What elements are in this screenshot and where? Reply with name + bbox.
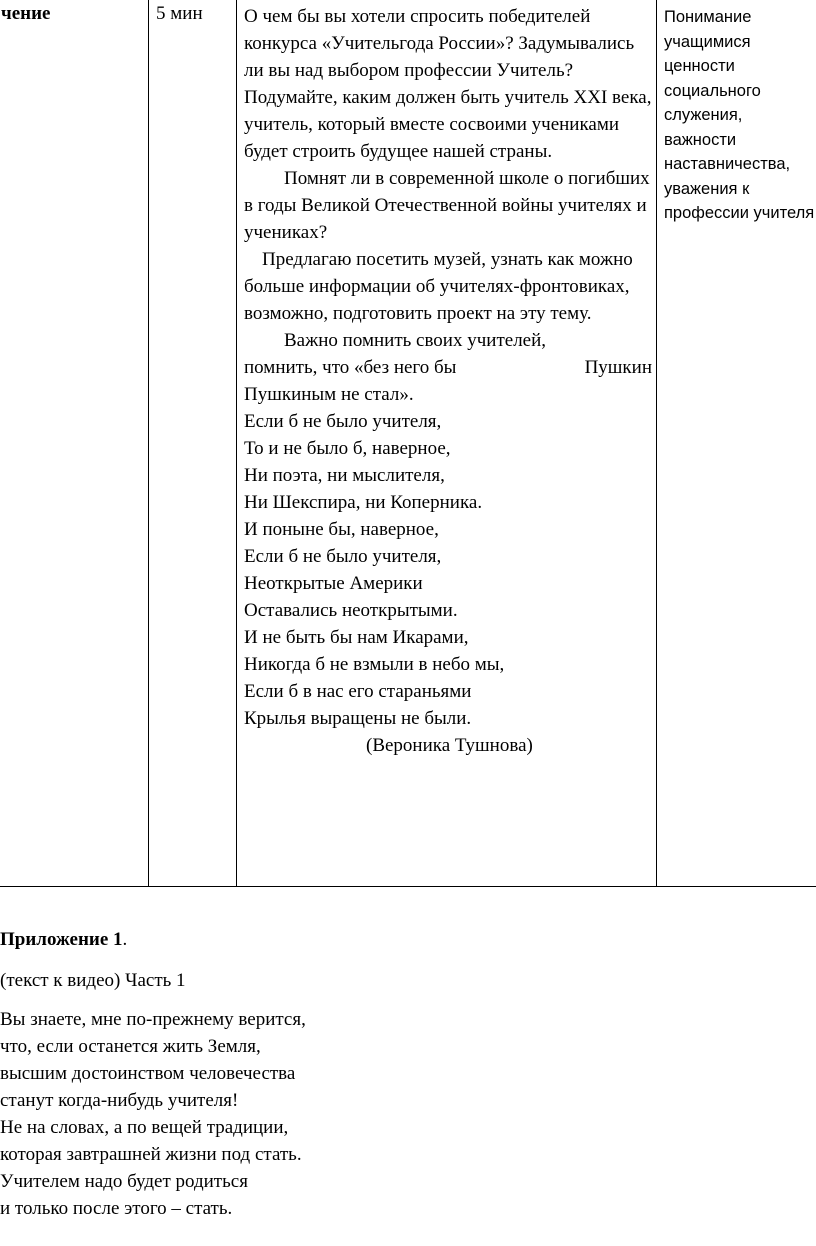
result-text: Понимание учащимися ценности социального служения, важности наставничества, уважения к профессии учителя: [664, 8, 815, 222]
content-paragraph-1: О чем бы вы хотели спросить победителей конкурса «Учительгода России»? Задумывались ли вы над выбором профессии Учитель?: [244, 6, 635, 81]
verse-block: [244, 408, 652, 759]
appendix-title-text: Приложение 1: [0, 929, 123, 950]
verse-line: Никогда б не взмыли в небо мы,: [244, 654, 505, 675]
content-paragraph-5: [244, 327, 652, 408]
verse-line: И поныне бы, наверное,: [244, 519, 439, 540]
verse-line: Неоткрытые Америки: [244, 573, 423, 594]
appendix-poem: [0, 1006, 800, 1222]
content-text: [244, 3, 652, 759]
time-label: 5 мин: [156, 3, 203, 24]
quote-line-2-left: помнить, что «без него бы: [244, 357, 457, 378]
poem-line: что, если останется жить Земля,: [0, 1036, 261, 1057]
poem-line: станут когда-нибудь учителя!: [0, 1090, 239, 1111]
appendix-subtitle: (текст к видео) Часть 1: [0, 970, 186, 991]
verse-line: Если б не было учителя,: [244, 546, 442, 567]
stage-column: [0, 0, 149, 886]
poem-line: Вы знаете, мне по-прежнему верится,: [0, 1009, 306, 1030]
verse-line: Оставались неоткрытыми.: [244, 600, 458, 621]
poem-line: Учителем надо будет родиться: [0, 1171, 248, 1192]
poem-line: высшим достоинством человечества: [0, 1063, 296, 1084]
result-column: [657, 0, 816, 886]
appendix-section: [0, 927, 800, 1222]
verse-line: Крылья выращены не были.: [244, 708, 472, 729]
quote-line-2-right: Пушкин: [584, 357, 652, 378]
verse-author: (Вероника Тушнова): [366, 735, 533, 756]
verse-line: Если б не было учителя,: [244, 411, 442, 432]
poem-line: и только после этого – стать.: [0, 1198, 233, 1219]
quote-line-1: Важно помнить своих учителей,: [284, 330, 547, 351]
verse-line: Если б в нас его стараньями: [244, 681, 472, 702]
verse-line: То и не было б, наверное,: [244, 438, 451, 459]
poem-line: Не на словах, а по вещей традиции,: [0, 1117, 289, 1138]
time-column: [149, 0, 237, 886]
verse-line: Ни поэта, ни мыслителя,: [244, 465, 445, 486]
verse-line: Ни Шекспира, ни Коперника.: [244, 492, 483, 513]
content-paragraph-2: Подумайте, каким должен быть учитель XXI века, учитель, который вместе сосвоими учениками будет строить будущее нашей страны.: [244, 87, 652, 162]
appendix-title-suffix: .: [122, 929, 128, 950]
quote-line-3: Пушкиным не стал».: [244, 384, 414, 405]
content-column: [237, 0, 657, 886]
appendix-title: [0, 927, 800, 953]
stage-label: чение: [1, 3, 51, 24]
content-paragraph-3: Помнят ли в современной школе о погибших в годы Великой Отечественной войны учителях и учениках?: [244, 168, 650, 243]
content-paragraph-4: Предлагаю посетить музей, узнать как можно больше информации об учителях-фронтовиках, возможно, подготовить проект на эту тему.: [244, 249, 633, 324]
verse-line: И не быть бы нам Икарами,: [244, 627, 469, 648]
quote-line-2: [244, 354, 652, 381]
poem-line: которая завтрашней жизни под стать.: [0, 1144, 302, 1165]
